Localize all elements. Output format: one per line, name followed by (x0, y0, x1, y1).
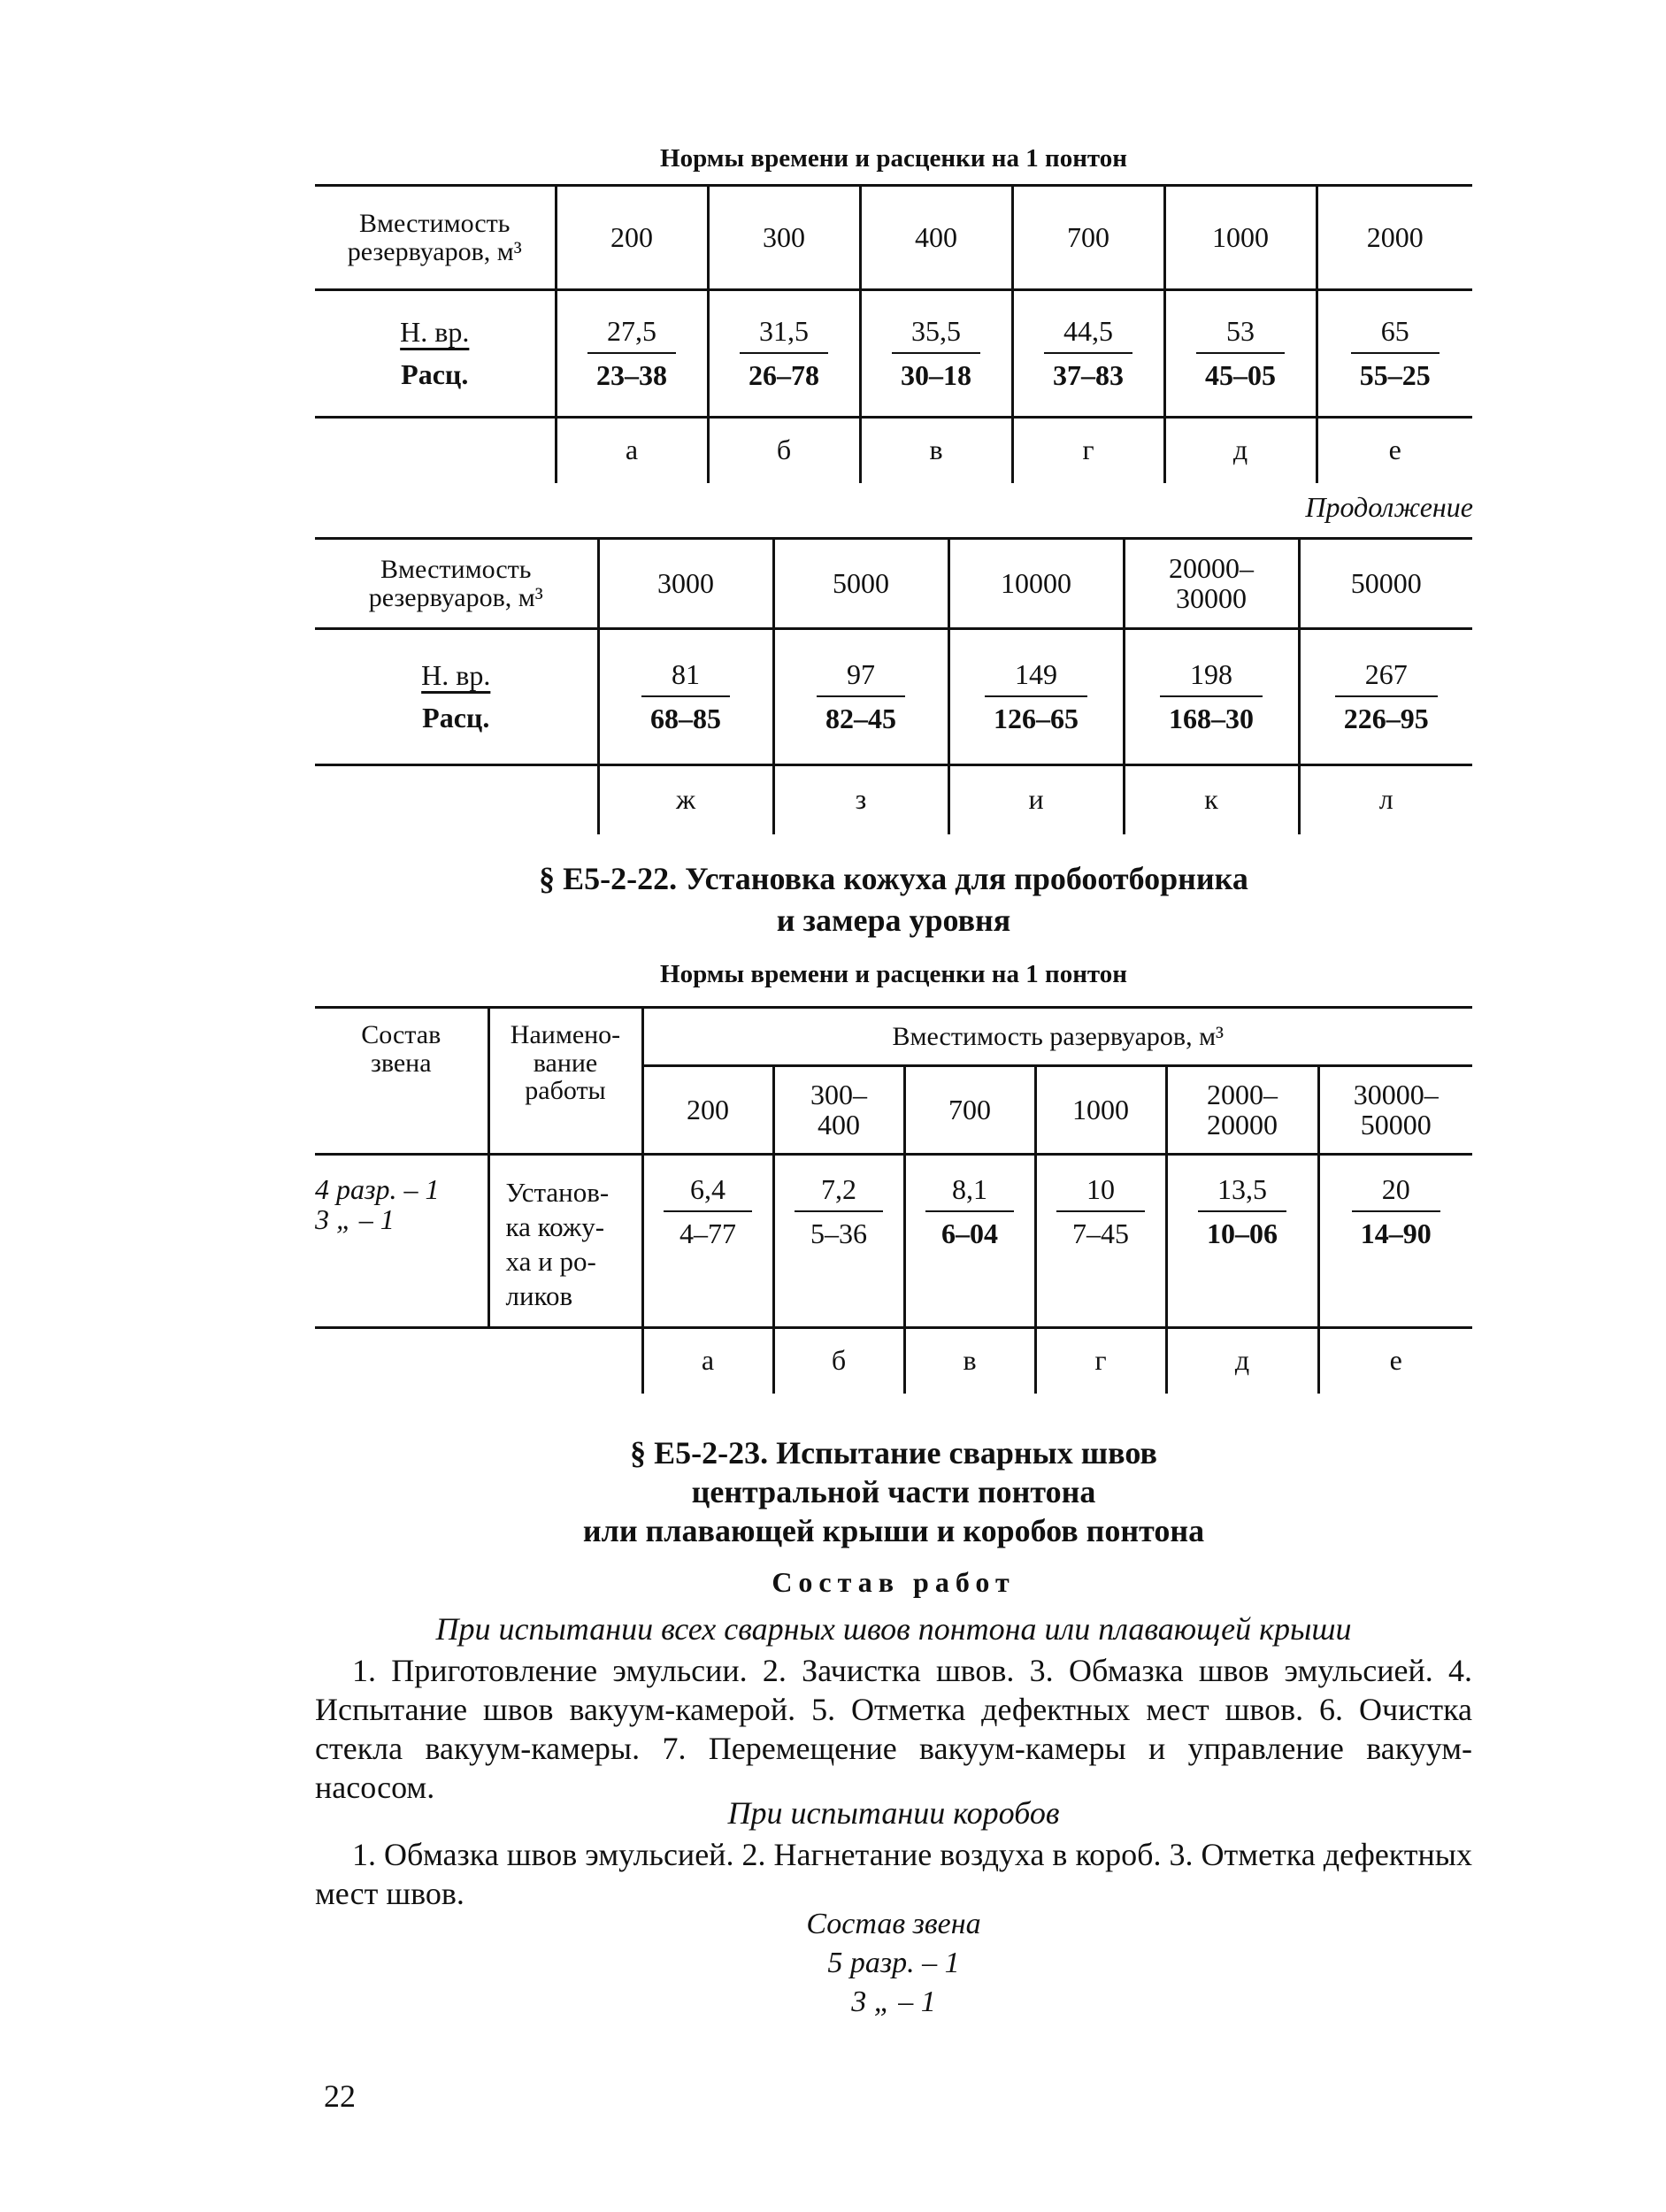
nvr-value: 7,2 (795, 1175, 883, 1212)
t3-col: 30000– 50000 (1318, 1066, 1472, 1155)
section-23-line1: § Е5-2-23. Испытание сварных швов (630, 1435, 1157, 1471)
t2-letter: ж (598, 765, 773, 834)
t1-cell (860, 290, 1012, 418)
t2-letter: л (1299, 765, 1472, 834)
section-23-line3: или плавающей крыши и коробов понтона (582, 1513, 1205, 1548)
nvr-value: 27,5 (587, 317, 676, 354)
zvena-line1: 5 разр. – 1 (827, 1947, 960, 1979)
t1-letter: е (1317, 418, 1472, 483)
t3-sostav-cell (315, 1155, 488, 1328)
t1-col: 300 (708, 186, 860, 290)
t3-cell (642, 1155, 773, 1328)
sostav-line1: 4 разр. – 1 (315, 1173, 440, 1205)
t2-col: 5000 (773, 539, 948, 629)
t1-letter: д (1164, 418, 1317, 483)
rasc-value: 55–25 (1359, 358, 1431, 391)
rasc-label: Расц. (401, 357, 469, 390)
t3-col: 300– 400 (773, 1066, 904, 1155)
rasc-value: 37–83 (1053, 358, 1124, 391)
t1-letter: в (860, 418, 1012, 483)
rasc-value: 68–85 (650, 702, 721, 734)
t3-letter: б (773, 1328, 904, 1394)
section-23-heading (315, 1433, 1472, 1550)
section-22-heading (315, 858, 1472, 941)
section-22-line1: § Е5-2-22. Установка кожуха для пробоотборника (539, 861, 1248, 896)
para-heading-2: При испытании коробов (727, 1795, 1060, 1831)
t1-col: 700 (1012, 186, 1164, 290)
t2-col: 10000 (948, 539, 1124, 629)
nvr-value: 35,5 (892, 317, 980, 354)
rasc-value: 14–90 (1360, 1217, 1432, 1249)
t1-head-label: Вместимость резервуаров, м³ (315, 186, 556, 290)
nvr-label: Н. вр. (421, 658, 491, 691)
t3-cell (904, 1155, 1035, 1328)
continuation-label: Продолжение (1305, 491, 1473, 523)
paragraph-2: 1. Обмазка швов эмульсией. 2. Нагнетание воздуха в короб. 3. Отметка дефектных мест швов. (315, 1837, 1472, 1911)
zvena-line2: 3 „ – 1 (851, 1985, 936, 2018)
t2-col: 20000– 30000 (1124, 539, 1299, 629)
rasc-value: 6–04 (941, 1217, 998, 1249)
nvr-value: 6,4 (664, 1175, 752, 1212)
nvr-value: 44,5 (1044, 317, 1132, 354)
t1-col: 2000 (1317, 186, 1472, 290)
t2-cell (948, 629, 1124, 765)
t3-cell (773, 1155, 904, 1328)
t1-col: 200 (556, 186, 708, 290)
t2-letter: и (948, 765, 1124, 834)
nvr-value: 20 (1352, 1175, 1440, 1212)
t1-cell (1317, 290, 1472, 418)
nvr-label: Н. вр. (400, 315, 470, 348)
t2-letter: з (773, 765, 948, 834)
rasc-value: 82–45 (825, 702, 896, 734)
rasc-value: 23–38 (596, 358, 667, 391)
t1-letter: г (1012, 418, 1164, 483)
paragraph-1: 1. Приготовление эмульсии. 2. Зачистка швов. 3. Обмазка швов эмульсией. 4. Испытание швов вакуум-камерой. 5. Отметка дефектных мест швов. 6. Очистка стекла вакуум-камеры. 7. Перемещение вакуум-камеры и управление вакуум-насосом. (315, 1653, 1472, 1805)
nvr-value: 10 (1056, 1175, 1145, 1212)
rasc-value: 45–05 (1205, 358, 1276, 391)
t3-col: 1000 (1035, 1066, 1166, 1155)
t1-col: 400 (860, 186, 1012, 290)
table3 (315, 1006, 1472, 1394)
section-23-line2: центральной части понтона (691, 1474, 1096, 1509)
sostav-rabot-heading: Состав работ (772, 1566, 1016, 1598)
t3-cell (1166, 1155, 1318, 1328)
t3-group-label: Вместимость разервуаров, м³ (642, 1008, 1472, 1066)
t3-col: 2000– 20000 (1166, 1066, 1318, 1155)
nvr-value: 81 (641, 660, 730, 697)
t2-cell (598, 629, 773, 765)
rasc-value: 168–30 (1169, 702, 1254, 734)
t3-letter: г (1035, 1328, 1166, 1394)
nvr-value: 8,1 (925, 1175, 1014, 1212)
t2-col: 50000 (1299, 539, 1472, 629)
nvr-value: 97 (817, 660, 905, 697)
nvr-value: 198 (1160, 660, 1263, 697)
t3-letter: а (642, 1328, 773, 1394)
t2-row-label (315, 629, 598, 765)
sostav-zvena-heading: Состав звена (806, 1908, 981, 1940)
t1-cell (1012, 290, 1164, 418)
rasc-value: 5–36 (810, 1217, 867, 1249)
nvr-value: 65 (1351, 317, 1440, 354)
section-22-line2: и замера уровня (776, 902, 1011, 938)
t1-cell (556, 290, 708, 418)
table1-caption: Нормы времени и расценки на 1 понтон (660, 144, 1127, 173)
t3-col-sostav: Состав звена (315, 1008, 488, 1155)
t1-letter: б (708, 418, 860, 483)
nvr-value: 53 (1196, 317, 1285, 354)
nvr-value: 31,5 (740, 317, 828, 354)
rasc-value: 26–78 (749, 358, 819, 391)
nvr-value: 267 (1335, 660, 1438, 697)
para-heading-1: При испытании всех сварных швов понтона или плавающей крыши (435, 1611, 1352, 1647)
nvr-value: 149 (985, 660, 1087, 697)
nvr-value: 13,5 (1198, 1175, 1286, 1212)
t3-col: 200 (642, 1066, 773, 1155)
t2-col: 3000 (598, 539, 773, 629)
t2-cell (773, 629, 948, 765)
t1-letter: а (556, 418, 708, 483)
rasc-value: 7–45 (1072, 1217, 1129, 1249)
t3-col: 700 (904, 1066, 1035, 1155)
rasc-value: 30–18 (901, 358, 971, 391)
rasc-value: 226–95 (1343, 702, 1429, 734)
page-number: 22 (324, 2078, 356, 2114)
t1-cell (1164, 290, 1317, 418)
table3-caption: Нормы времени и расценки на 1 понтон (660, 960, 1127, 988)
t3-cell (1035, 1155, 1166, 1328)
t2-letter: к (1124, 765, 1299, 834)
rasc-value: 4–77 (679, 1217, 736, 1249)
t2-cell (1124, 629, 1299, 765)
sostav-line2: 3 „ – 1 (315, 1202, 395, 1235)
table1 (315, 184, 1472, 483)
t3-cell (1318, 1155, 1472, 1328)
t1-row-label (315, 290, 556, 418)
rasc-value: 10–06 (1207, 1217, 1278, 1249)
rasc-value: 126–65 (994, 702, 1079, 734)
table2 (315, 537, 1472, 834)
t1-cell (708, 290, 860, 418)
t3-col-work: Наимено- вание работы (488, 1008, 642, 1155)
t2-cell (1299, 629, 1472, 765)
t3-letter: д (1166, 1328, 1318, 1394)
t3-letter: в (904, 1328, 1035, 1394)
t1-col: 1000 (1164, 186, 1317, 290)
rasc-label: Расц. (422, 701, 490, 733)
t3-work-cell: Установ- ка кожу- ха и ро- ликов (488, 1155, 642, 1328)
t2-head-label: Вместимость резервуаров, м³ (315, 539, 598, 629)
t3-letter: е (1318, 1328, 1472, 1394)
